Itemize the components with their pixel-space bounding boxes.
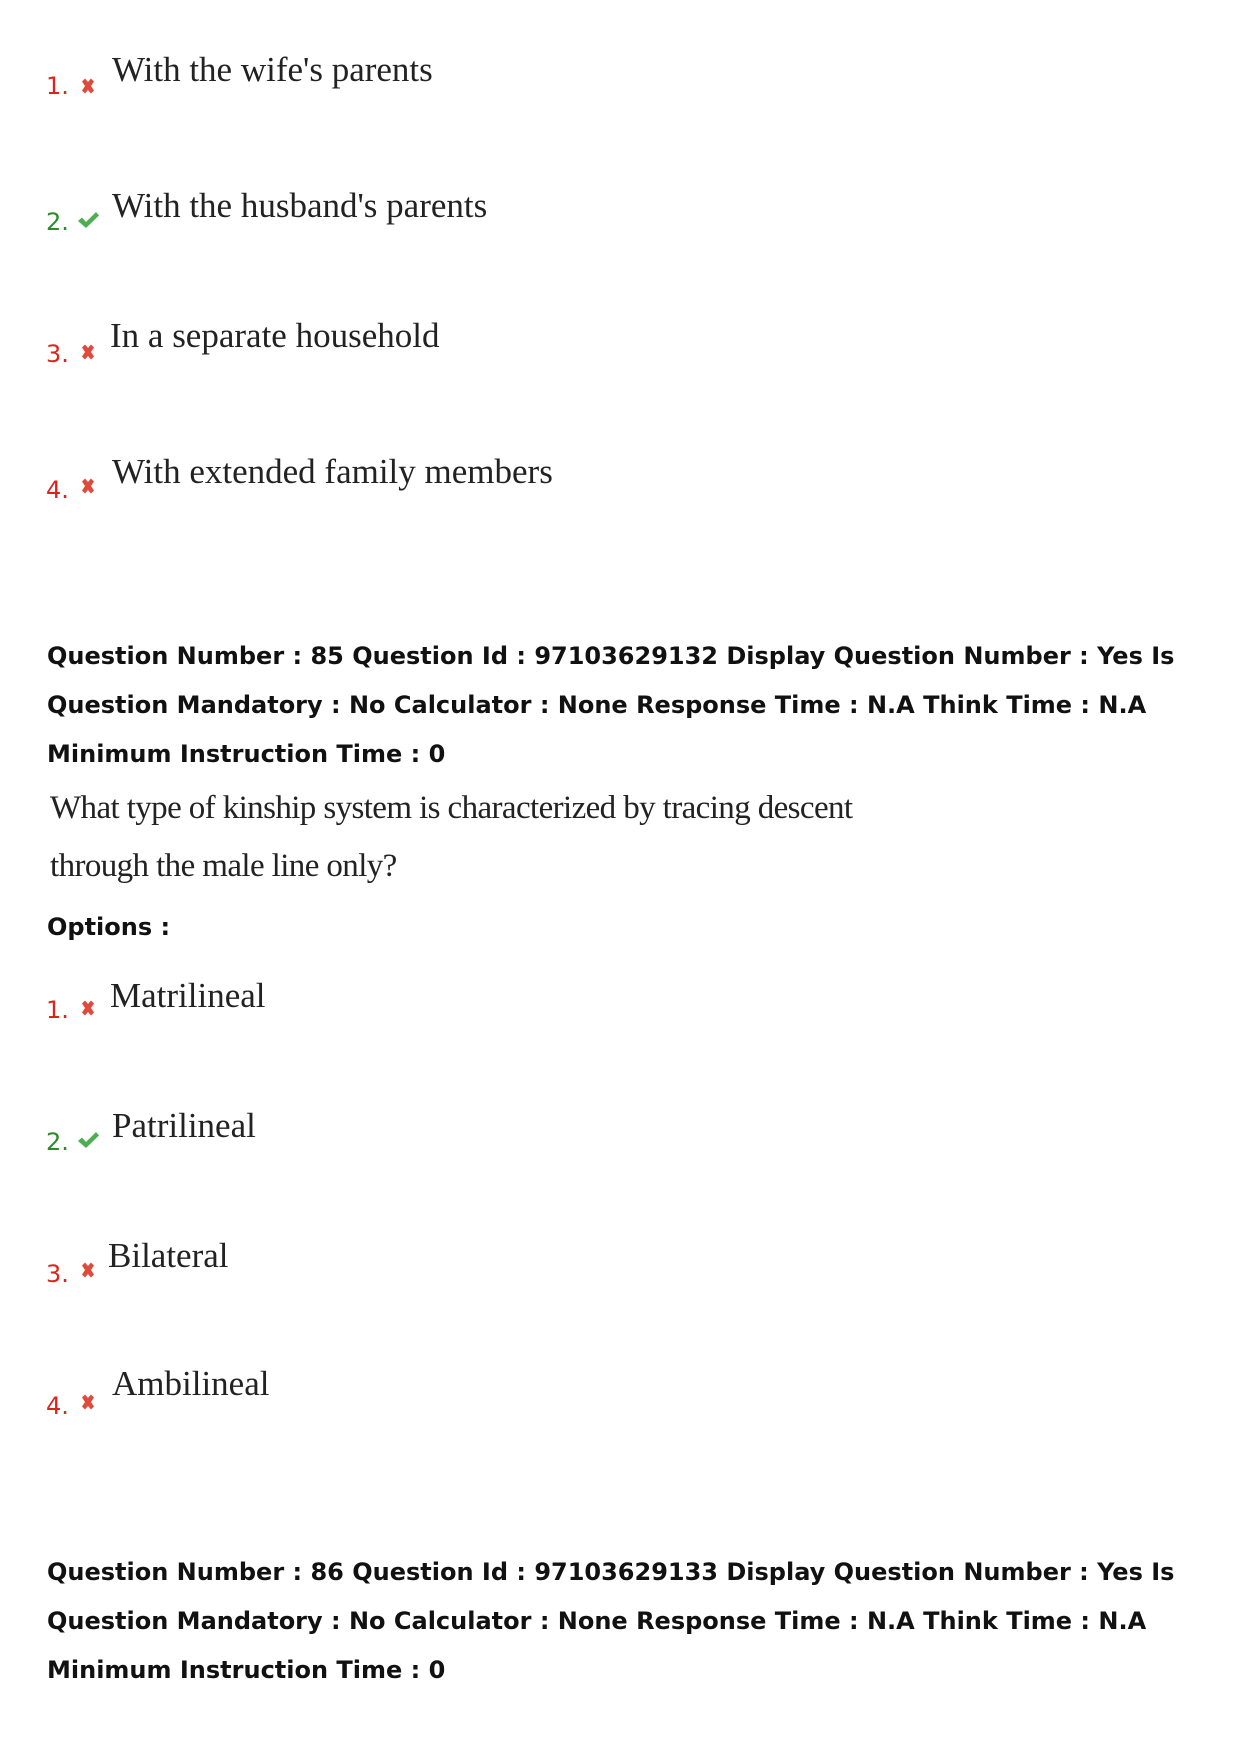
option-text: With extended family members [112, 452, 553, 491]
option-number: 1. [46, 72, 69, 100]
cross-icon [76, 340, 100, 364]
option-text: Bilateral [108, 1236, 229, 1275]
option-text: With the husband's parents [112, 186, 488, 225]
option-number: 4. [46, 476, 69, 504]
check-icon [76, 1128, 100, 1152]
check-icon [76, 208, 100, 232]
option-number: 2. [46, 1128, 69, 1156]
question-85-text: What type of kinship system is characterized by tracing descent through the male line only? [50, 790, 853, 884]
option-number: 3. [46, 1260, 69, 1288]
option-number: 1. [46, 996, 69, 1024]
option-text: Matrilineal [110, 976, 266, 1015]
question-86-meta: Question Number : 86 Question Id : 97103629133 Display Question Number : Yes Is Question Mandatory : No Calculator : None Response Time : N.A Think Time : N.A Minimum Instruction Time : 0 [47, 1558, 1175, 1684]
cross-icon [76, 74, 100, 98]
cross-icon [76, 474, 100, 498]
option-text: In a separate household [110, 316, 440, 355]
options-label: Options : [47, 913, 171, 941]
option-number: 4. [46, 1392, 69, 1420]
question-85-meta: Question Number : 85 Question Id : 97103629132 Display Question Number : Yes Is Question Mandatory : No Calculator : None Response Time : N.A Think Time : N.A Minimum Instruction Time : 0 [47, 642, 1175, 768]
option-text: Patrilineal [112, 1106, 256, 1145]
cross-icon [76, 1258, 100, 1282]
option-number: 2. [46, 208, 69, 236]
option-text: Ambilineal [112, 1364, 270, 1403]
cross-icon [76, 1390, 100, 1414]
cross-icon [76, 996, 100, 1020]
option-number: 3. [46, 340, 69, 368]
option-text: With the wife's parents [112, 50, 433, 89]
